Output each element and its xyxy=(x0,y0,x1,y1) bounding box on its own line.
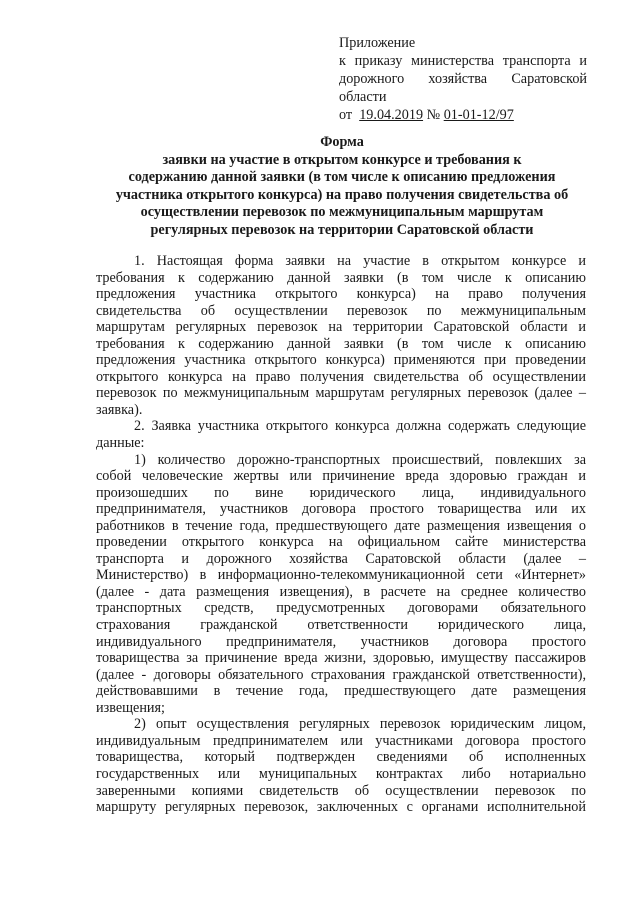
body-line: проведении открытого конкурса на официальном сайте министерства xyxy=(96,534,586,551)
appendix-region-line: области xyxy=(339,89,387,105)
document-body xyxy=(96,253,586,816)
title-line: регулярных перевозок на территории Саратовской области xyxy=(150,221,534,238)
body-line: 2) опыт осуществления регулярных перевозок юридическим лицом, xyxy=(134,716,586,733)
appendix-date-line xyxy=(339,106,587,124)
body-line: индивидуальным предпринимателем или участниками договора простого xyxy=(96,732,586,749)
title-line: осуществлении перевозок по межмуниципальным маршрутам xyxy=(140,204,544,221)
body-line: предложения участника открытого конкурса) применяются при проведении xyxy=(96,352,586,369)
body-line: предпринимателя, участников договора простого товарищества или их xyxy=(96,501,586,518)
date-prefix: от xyxy=(339,107,353,123)
body-line: (далее - договоры обязательного страхования гражданской ответственности), xyxy=(96,666,586,683)
body-line: индивидуального предпринимателя, участников договора простого xyxy=(96,633,586,650)
body-line: произошедших по вине юридического лица, индивидуального xyxy=(96,484,586,501)
title-line: участника открытого конкурса) на право получения свидетельства об xyxy=(115,186,569,203)
order-number: 01-01-12/97 xyxy=(443,107,514,123)
body-line: (далее - дата размещения извещения), в расчете на среднее количество xyxy=(96,583,586,600)
appendix-ministry-line: дорожного хозяйства Саратовской xyxy=(339,71,587,87)
appendix-order-line: к приказу министерства транспорта и xyxy=(339,53,587,69)
body-line: предложения участника открытого конкурса) на право получения xyxy=(96,286,586,303)
body-line: 1. Настоящая форма заявки на участие в открытом конкурсе и xyxy=(134,253,586,269)
body-line: данные: xyxy=(96,435,145,452)
body-line: требования к содержанию данной заявки (в том числе к описанию xyxy=(96,269,586,286)
document-title xyxy=(96,134,588,240)
body-line: открытого конкурса на право получения свидетельства об осуществлении xyxy=(96,368,586,385)
title-heading: Форма xyxy=(320,134,364,150)
body-line: Министерство) в информационно-телекоммуникационной сети «Интернет» xyxy=(96,567,586,584)
body-line: транспорта и дорожного хозяйства Саратовской области (далее – xyxy=(96,550,586,567)
body-line: свидетельства об осуществлении перевозок по межмуниципальным xyxy=(96,302,586,319)
body-line: собой человеческие жертвы или причинение вреда здоровью граждан и xyxy=(96,468,586,485)
body-line: действовавшими в течение года, предшествующего дате размещения xyxy=(96,683,586,700)
body-line: работников в течение года, предшествующего дате размещения извещения о xyxy=(96,517,586,534)
body-line: требования к содержанию данной заявки (в том числе к описанию xyxy=(96,335,586,352)
body-line: извещения; xyxy=(96,699,165,716)
body-line: транспортных средств, предусмотренных договорами обязательного xyxy=(96,600,586,617)
body-line: перевозок по межмуниципальным маршрутам регулярных перевозок (далее – xyxy=(96,385,586,402)
appendix-label: Приложение xyxy=(339,35,416,51)
body-line: 2. Заявка участника открытого конкурса должна содержать следующие xyxy=(134,418,586,435)
title-line: содержанию данной заявки (в том числе к описанию предложения xyxy=(128,169,556,186)
order-date: 19.04.2019 xyxy=(359,107,424,123)
appendix-header xyxy=(339,34,587,124)
body-line: заявка). xyxy=(96,401,143,418)
body-line: товарищества за причинение вреда жизни, здоровью, имуществу пассажиров xyxy=(96,650,586,667)
body-line: страхования гражданской ответственности юридического лица, xyxy=(96,617,586,634)
body-line: государственных или муниципальных контрактах либо нотариально xyxy=(96,765,586,782)
title-lines xyxy=(96,152,588,240)
body-line: 1) количество дорожно-транспортных происшествий, повлекших за xyxy=(134,451,586,468)
body-line: заверенными копиями свидетельств об осуществлении перевозок по xyxy=(96,782,586,799)
title-line: заявки на участие в открытом конкурсе и требования к xyxy=(162,151,522,168)
body-line: маршруту регулярных перевозок, заключенных с органами исполнительной xyxy=(96,799,586,816)
number-sign: № xyxy=(426,107,441,123)
body-line: товарищества, который подтвержден сведениями об исполненных xyxy=(96,749,586,766)
body-line: маршрутам регулярных перевозок на территории Саратовской области и xyxy=(96,319,586,336)
